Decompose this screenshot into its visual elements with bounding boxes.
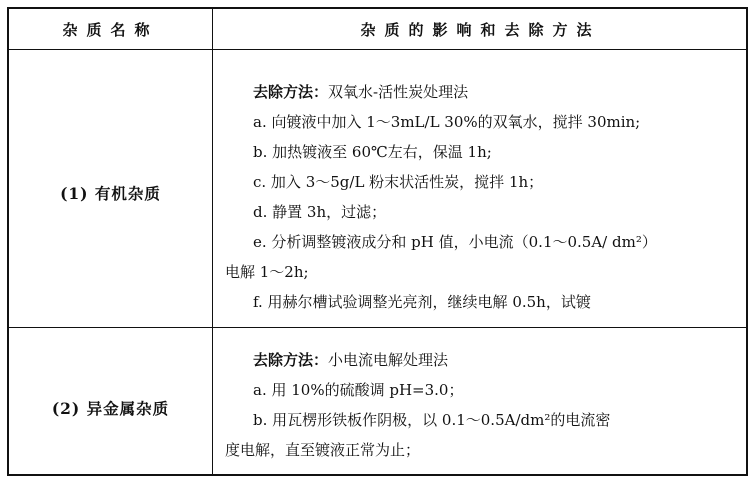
row-2-method: [225, 345, 743, 465]
method-label: 去除方法：: [253, 83, 329, 101]
row-1-name: (1) 有机杂质: [60, 184, 161, 203]
step-b-continued: 度电解，直至镀液正常为止；: [225, 441, 421, 459]
step-a: a. 向镀液中加入 1～3mL/L 30%的双氧水，搅拌 30min;: [253, 113, 641, 131]
row-1-method: [225, 77, 743, 317]
step-e-continued: 电解 1～2h;: [225, 263, 309, 281]
step-b: b. 用瓦楞形铁板作阴极，以 0.1～0.5A/dm²的电流密: [253, 411, 611, 429]
method-name: 双氧水-活性炭处理法: [328, 83, 469, 101]
row-2-name: (2) 异金属杂质: [51, 399, 170, 418]
step-f: f. 用赫尔槽试验调整光亮剂，继续电解 0.5h，试镀: [253, 293, 591, 311]
step-a: a. 用 10%的硫酸调 pH=3.0；: [253, 381, 464, 399]
step-b: b. 加热镀液至 60℃左右，保温 1h;: [253, 143, 492, 161]
header-divider: [9, 49, 746, 50]
step-e: e. 分析调整镀液成分和 pH 值，小电流（0.1～0.5A/ dm²）: [253, 233, 657, 251]
step-d: d. 静置 3h，过滤；: [253, 203, 387, 221]
column-divider: [212, 9, 213, 474]
header-effect-and-removal: 杂质的影响和去除方法: [360, 21, 601, 39]
header-impurity-name: 杂质名称: [62, 21, 159, 39]
method-label: 去除方法：: [253, 351, 329, 369]
step-c: c. 加入 3～5g/L 粉末状活性炭，搅拌 1h；: [253, 173, 544, 191]
method-name: 小电流电解处理法: [328, 351, 449, 369]
row-1-method-title: [225, 77, 743, 107]
row-2-method-title: [225, 345, 743, 375]
impurity-table: [7, 7, 748, 476]
row-divider: [9, 327, 746, 328]
